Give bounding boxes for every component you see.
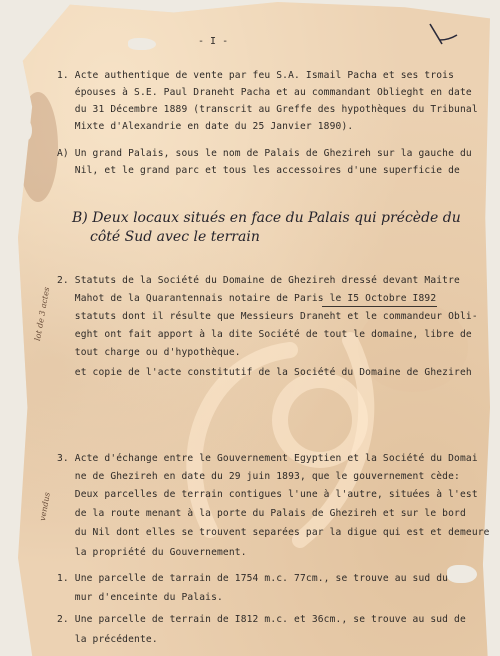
paper-tear xyxy=(128,38,156,50)
text-line: statuts dont il résulte que Messieurs Draneht et le commandeur Obli- xyxy=(57,311,478,322)
paper-tear xyxy=(447,565,477,583)
text-line: de la route menant à la porte du Palais de Ghezireh et sur le bord xyxy=(57,508,466,519)
date-underline xyxy=(322,306,437,307)
margin-note: lot de 3 actes xyxy=(33,286,52,342)
text-line-item-a: Nil, et le grand parc et tous les accessoires d'une superficie de xyxy=(57,165,460,176)
text-line: eght ont fait apport à la dite Société de tout le domaine, libre de xyxy=(57,329,472,340)
text-line: 1. Acte authentique de vente par feu S.A. Ismail Pacha et ses trois xyxy=(57,70,455,81)
text-line: la propriété du Gouvernement. xyxy=(57,547,247,558)
text-line-sub-1: mur d'enceinte du Palais. xyxy=(57,592,223,603)
text-line: 2. Statuts de la Société du Domaine de Ghezireh dressé devant Maitre xyxy=(57,275,460,286)
text-line-sub-1: 1. Une parcelle de tarrain de 1754 m.c. 77cm., se trouve au sud du xyxy=(57,573,449,584)
text-line-item-a: A) Un grand Palais, sous le nom de Palais de Ghezireh sur la gauche du xyxy=(57,148,472,159)
text-line: et copie de l'acte constitutif de la Société du Domaine de Ghezireh xyxy=(57,367,472,378)
paper-stain xyxy=(18,92,58,202)
text-line: du 31 Décembre 1889 (transcrit au Greffe des hypothèques du Tribunal xyxy=(57,104,478,115)
text-line-sub-2: la précédente. xyxy=(57,634,158,645)
text-line: 3. Acte d'échange entre le Gouvernement Egyptien et la Société du Domai xyxy=(57,453,478,464)
text-line: du Nil dont elles se trouvent separées par la digue qui est et demeure xyxy=(57,527,490,538)
text-line-sub-2: 2. Une parcelle de terrain de I812 m.c. et 36cm., se trouve au sud de xyxy=(57,614,466,625)
text-line: Deux parcelles de terrain contigues l'une à l'autre, situées à l'est xyxy=(57,489,478,500)
text-line: ne de Ghezireh en date du 29 juin 1893, que le gouvernement cède: xyxy=(57,471,460,482)
text-line: épouses à S.E. Paul Draneht Pacha et au commandant Oblieght en date xyxy=(57,87,472,98)
corner-pen-mark xyxy=(426,18,460,48)
handwritten-line: B) Deux locaux situés en face du Palais qui précède du xyxy=(72,210,461,226)
text-line: Mahot de la Quarantennais notaire de Paris le I5 Octobre I892 xyxy=(57,293,437,304)
handwritten-line: côté Sud avec le terrain xyxy=(90,229,260,245)
paper-tear xyxy=(22,120,32,140)
page-number: - I - xyxy=(198,36,229,47)
text-line: Mixte d'Alexandrie en date du 25 Janvier 1890). xyxy=(57,121,354,132)
text-line: tout charge ou d'hypothèque. xyxy=(57,347,241,358)
margin-note: vendus xyxy=(38,491,52,522)
